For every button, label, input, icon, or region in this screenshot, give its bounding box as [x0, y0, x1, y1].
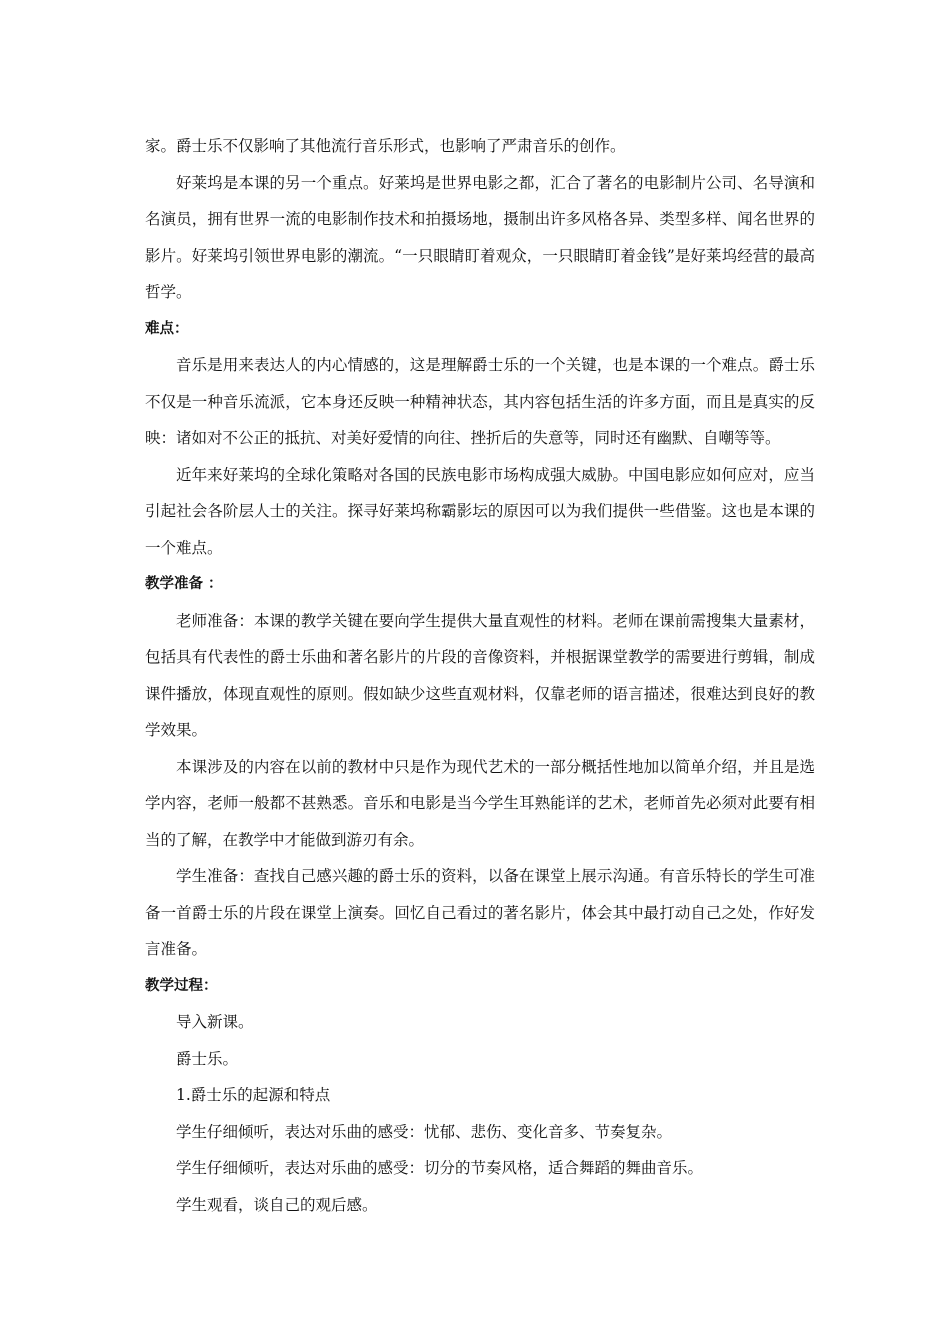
paragraph-continued: 家。爵士乐不仅影响了其他流行音乐形式，也影响了严肃音乐的创作。 [145, 137, 626, 155]
heading-difficulties: 难点： [145, 320, 189, 337]
process-step: 学生仔细倾听，表达对乐曲的感受：忧郁、悲伤、变化音多、节奏复杂。 [176, 1122, 673, 1141]
paragraph-hollywood: 好莱坞是本课的另一个重点。好莱坞是世界电影之都，汇合了著名的电影制片公司、名导演和名演员，拥有世界一流的电影制作技术和拍摄场地，摄制出许多风格各异、类型多样、闻名世界的影片。好莱坞引领世界电影的潮流。“一只眼睛盯着观众，一只眼睛盯着金钱”是好莱坞经营的最高哲学。 [145, 173, 815, 301]
document-page [145, 128, 815, 1223]
process-step: 学生观看，谈自己的观后感。 [176, 1195, 378, 1214]
process-step: 1.爵士乐的起源和特点 [176, 1086, 331, 1104]
paragraph-difficulty-film: 近年来好莱坞的全球化策略对各国的民族电影市场构成强大威胁。中国电影应如何应对，应当引起社会各阶层人士的关注。探寻好莱坞称霸影坛的原因可以为我们提供一些借鉴。这也是本课的一个难点。 [145, 465, 815, 557]
process-step: 导入新课。 [176, 1013, 254, 1031]
paragraph-difficulty-music: 音乐是用来表达人的内心情感的，这是理解爵士乐的一个关键，也是本课的一个难点。爵士乐不仅是一种音乐流派，它本身还反映一种精神状态，其内容包括生活的许多方面，而且是真实的反映：诸如对不公正的抵抗、对美好爱情的向往、挫折后的失意等，同时还有幽默、自嘲等等。 [145, 356, 815, 447]
paragraph-teacher-prep: 老师准备：本课的教学关键在要向学生提供大量直观性的材料。老师在课前需搜集大量素材，包括具有代表性的爵士乐曲和著名影片的片段的音像资料，并根据课堂教学的需要进行剪辑，制成课件播放，体现直观性的原则。假如缺少这些直观材料，仅靠老师的语言描述，很难达到良好的教学效果。 [145, 611, 815, 739]
process-step: 爵士乐。 [176, 1049, 239, 1068]
paragraph-student-prep: 学生准备：查找自己感兴趣的爵士乐的资料，以备在课堂上展示沟通。有音乐特长的学生可准备一首爵士乐的片段在课堂上演奏。回忆自己看过的著名影片，体会其中最打动自己之处，作好发言准备。 [145, 867, 815, 958]
heading-preparation: 教学准备 ： [145, 576, 223, 592]
heading-process: 教学过程： [145, 977, 218, 994]
process-step: 学生仔细倾听，表达对乐曲的感受：切分的节奏风格，适合舞蹈的舞曲音乐。 [176, 1159, 704, 1177]
paragraph-content-note: 本课涉及的内容在以前的教材中只是作为现代艺术的一部分概括性地加以简单介绍，并且是选学内容，老师一般都不甚熟悉。音乐和电影是当今学生耳熟能详的艺术，老师首先必须对此要有相当的了解，在教学中才能做到游刃有余。 [145, 757, 815, 849]
